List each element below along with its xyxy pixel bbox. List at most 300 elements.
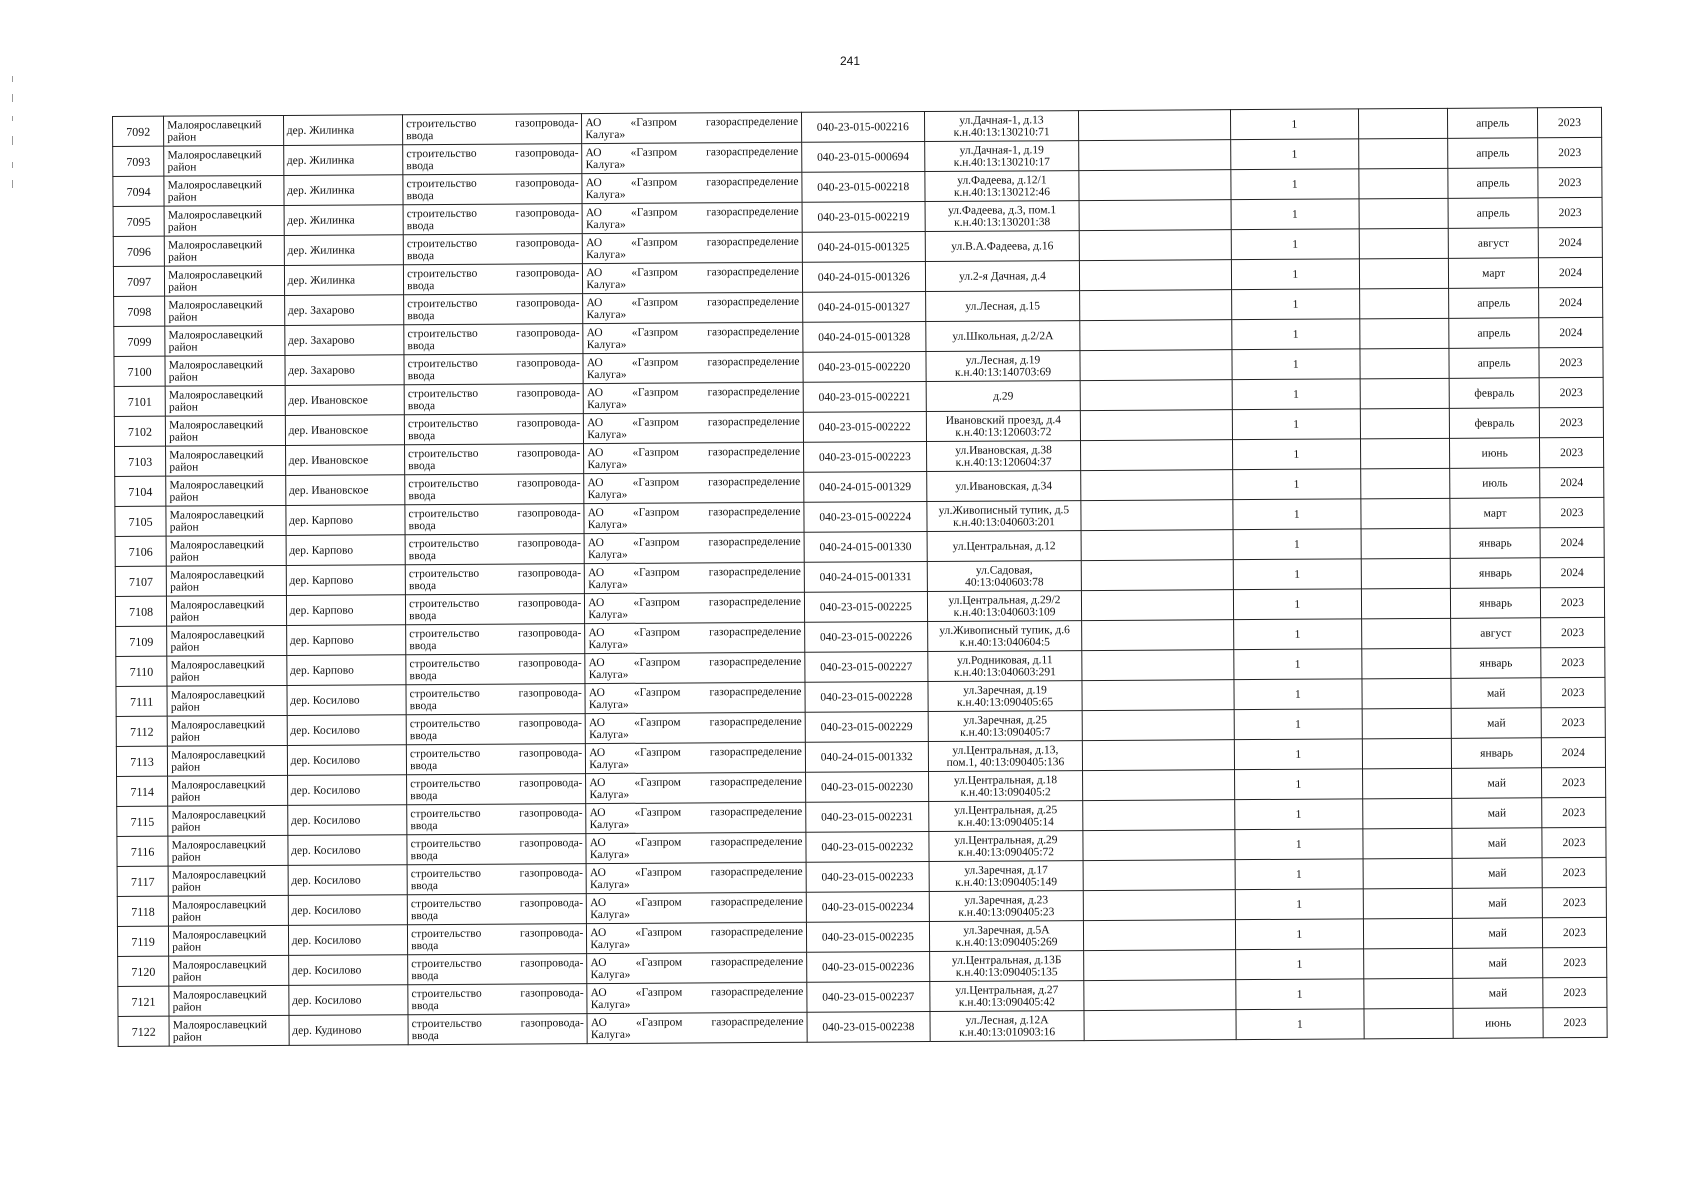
work-type-cell [404, 414, 583, 445]
work-type-line-2: ввода [410, 849, 438, 862]
organization-line-1: АО «Газпром газораспределение [587, 445, 801, 459]
year-cell: 2023 [1542, 797, 1606, 827]
empty-cell [1362, 648, 1452, 679]
organization-line-1: АО «Газпром газораспределение [585, 115, 799, 129]
month-cell: февраль [1450, 408, 1540, 439]
quantity-cell: 1 [1234, 679, 1362, 710]
month-cell: май [1452, 828, 1542, 859]
district-cell: Малоярославецкий район [168, 745, 288, 776]
year-cell: 2023 [1541, 677, 1605, 707]
work-type-line-2: ввода [411, 999, 439, 1012]
district-cell: Малоярославецкий район [168, 895, 288, 926]
organization-line-2: Калуга» [589, 758, 630, 771]
quantity-cell: 1 [1233, 619, 1361, 650]
year-cell: 2023 [1543, 977, 1607, 1007]
row-number-cell: 7113 [116, 746, 167, 776]
work-type-line-2: ввода [409, 609, 437, 622]
address-cell [926, 441, 1081, 472]
year-cell: 2024 [1540, 527, 1604, 557]
village-cell: дер. Жилинка [284, 205, 404, 236]
address-line-1: ул.Центральная, д.12 [952, 539, 1056, 553]
registration-number-cell: 040-23-015-002218 [802, 172, 925, 203]
village-cell: дер. Кудиново [289, 1015, 409, 1046]
address-cell [925, 201, 1080, 232]
quantity-cell: 1 [1231, 229, 1359, 260]
address-line-1: ул.Заречная, д.17 [964, 863, 1048, 877]
address-cell [924, 141, 1079, 172]
empty-cell [1081, 440, 1233, 471]
organization-line-1: АО «Газпром газораспределение [590, 1015, 804, 1029]
registration-number-cell: 040-23-015-002231 [806, 802, 929, 833]
empty-cell [1363, 888, 1453, 919]
empty-cell [1361, 618, 1451, 649]
empty-cell [1084, 1010, 1236, 1041]
empty-cell [1362, 738, 1452, 769]
address-line-1: ул.Заречная, д.5А [963, 923, 1050, 937]
organization-cell [585, 562, 805, 593]
address-line-2: к.н.40:13:130210:71 [953, 125, 1050, 139]
address-line-1: ул.Лесная, д.12А [965, 1013, 1049, 1027]
organization-line-2: Калуга» [587, 548, 628, 561]
organization-line-1: АО «Газпром газораспределение [590, 895, 803, 909]
quantity-cell: 1 [1231, 169, 1359, 200]
empty-cell [1084, 980, 1236, 1011]
district-cell: Малоярославецкий район [166, 565, 286, 596]
address-line-2: к.н.40:13:140703:69 [954, 365, 1052, 379]
organization-line-2: Калуга» [589, 878, 630, 891]
empty-cell [1081, 530, 1233, 561]
address-line-2: к.н.40:13:040603:109 [953, 605, 1056, 619]
work-type-line-2: ввода [410, 879, 438, 892]
empty-cell [1083, 830, 1235, 861]
village-cell: дер. Ивановское [285, 445, 405, 476]
month-cell: апрель [1448, 168, 1538, 199]
address-line-1: ул.Центральная, д.18 [953, 773, 1058, 787]
district-cell: Малоярославецкий район [165, 325, 285, 356]
quantity-cell: 1 [1232, 379, 1360, 410]
organization-line-1: АО «Газпром газораспределение [586, 235, 799, 249]
empty-cell [1082, 710, 1234, 741]
address-cell [927, 531, 1082, 562]
address-line-1: ул.Фадеева, д.12/1 [957, 173, 1047, 187]
organization-line-1: АО «Газпром газораспределение [585, 145, 799, 159]
work-type-line-2: ввода [406, 189, 434, 202]
address-cell [925, 321, 1080, 352]
village-cell: дер. Карпово [286, 535, 406, 566]
address-line-1: ул.2-я Дачная, д.4 [959, 269, 1046, 283]
organization-line-1: АО «Газпром газораспределение [588, 625, 802, 639]
empty-cell [1080, 320, 1232, 351]
row-number-cell: 7102 [114, 416, 165, 446]
organization-cell [584, 442, 804, 473]
registration-number-cell: 040-23-015-002224 [804, 502, 927, 533]
quantity-cell: 1 [1233, 589, 1361, 620]
organization-line-2: Калуга» [585, 158, 626, 171]
row-number-cell: 7093 [113, 146, 164, 176]
organization-line-1: АО «Газпром газораспределение [588, 565, 801, 579]
village-cell: дер. Косилово [288, 985, 408, 1016]
organization-line-2: Калуга» [585, 188, 626, 201]
organization-line-2: Калуга» [586, 248, 626, 261]
empty-cell [1084, 890, 1236, 921]
row-number-cell: 7097 [113, 266, 164, 296]
empty-cell [1082, 590, 1234, 621]
address-line-1: ул.Центральная, д.13Б [951, 953, 1062, 967]
organization-line-2: Калуга» [590, 908, 631, 921]
work-type-cell [406, 594, 585, 625]
organization-line-1: АО «Газпром газораспределение [587, 505, 801, 519]
empty-cell [1361, 558, 1451, 589]
row-number-cell: 7117 [117, 866, 168, 896]
organization-line-1: АО «Газпром газораспределение [585, 205, 799, 219]
organization-line-1: АО «Газпром газораспределение [590, 985, 804, 999]
empty-cell [1362, 798, 1452, 829]
village-cell: дер. Косилово [288, 865, 408, 896]
month-cell: май [1451, 678, 1541, 709]
village-cell: дер. Захарово [284, 295, 404, 326]
work-type-cell [408, 984, 587, 1015]
work-type-cell [407, 894, 586, 925]
row-number-cell: 7110 [116, 656, 167, 686]
work-type-line-2: ввода [406, 249, 435, 262]
work-type-cell [405, 564, 584, 595]
organization-cell [587, 952, 807, 983]
month-cell: май [1453, 948, 1543, 979]
month-cell: март [1449, 258, 1539, 289]
address-line-1: ул.Фадеева, д.3, пом.1 [948, 203, 1057, 217]
work-type-line-1: строительство газопровода- [410, 866, 583, 880]
month-cell: январь [1451, 648, 1541, 679]
work-type-cell [403, 174, 582, 205]
work-type-line-1: строительство газопровода- [407, 266, 580, 280]
work-type-line-2: ввода [408, 519, 436, 532]
organization-cell [584, 412, 804, 443]
row-number-cell: 7114 [117, 776, 168, 806]
empty-cell [1359, 288, 1449, 319]
quantity-cell: 1 [1233, 529, 1361, 560]
month-cell: май [1453, 888, 1543, 919]
empty-cell [1360, 438, 1450, 469]
work-type-cell [407, 804, 586, 835]
organization-line-2: Калуга» [586, 278, 627, 291]
month-cell: апрель [1449, 348, 1539, 379]
address-line-2: 40:13:040603:78 [965, 575, 1044, 589]
quantity-cell: 1 [1230, 109, 1358, 140]
row-number-cell: 7094 [113, 176, 164, 206]
work-type-cell [405, 504, 584, 535]
work-type-cell [403, 144, 582, 175]
organization-line-2: Калуга» [588, 668, 629, 681]
village-cell: дер. Жилинка [283, 115, 403, 146]
address-cell [927, 621, 1082, 652]
organization-line-2: Калуга» [589, 848, 630, 861]
address-cell [929, 921, 1084, 952]
work-type-cell [407, 834, 586, 865]
address-line-1: ул.Ивановская, д.38 [955, 443, 1052, 457]
address-line-1: ул.Заречная, д.23 [964, 893, 1049, 907]
organization-cell [583, 262, 803, 293]
registration-number-cell: 040-23-015-002230 [806, 772, 929, 803]
address-line-1: ул.Дачная-1, д.19 [959, 143, 1044, 157]
organization-line-1: АО «Газпром газораспределение [589, 805, 803, 819]
address-line-2: к.н.40:13:090405:14 [957, 815, 1054, 829]
organization-cell [582, 112, 802, 143]
organization-line-2: Калуга» [587, 398, 627, 411]
work-type-line-2: ввода [410, 759, 438, 772]
work-type-cell [406, 714, 585, 745]
work-type-line-1: строительство газопровода- [411, 1016, 584, 1030]
work-type-cell [408, 954, 587, 985]
organization-cell [584, 502, 804, 533]
work-type-line-1: строительство газопровода- [410, 806, 583, 820]
work-type-line-1: строительство газопровода- [411, 926, 584, 940]
registration-number-cell: 040-24-015-001327 [803, 292, 926, 323]
organization-cell [587, 1012, 807, 1043]
organization-cell [585, 682, 805, 713]
month-cell: май [1453, 918, 1543, 949]
work-type-line-2: ввода [411, 969, 439, 982]
organization-line-2: Калуга» [587, 428, 628, 441]
address-line-1: ул.Лесная, д.19 [965, 353, 1041, 367]
organization-line-2: Калуга» [587, 458, 628, 471]
work-type-line-1: строительство газопровода- [408, 476, 581, 490]
organization-line-2: Калуга» [590, 968, 631, 981]
address-line-1: ул.Ивановская, д.34 [955, 479, 1053, 493]
organization-line-1: АО «Газпром газораспределение [587, 475, 801, 489]
district-cell: Малоярославецкий район [167, 595, 287, 626]
village-cell: дер. Захарово [284, 325, 404, 356]
empty-cell [1079, 110, 1231, 141]
work-type-cell [404, 384, 583, 415]
row-number-cell: 7116 [117, 836, 168, 866]
address-line-2: к.н.40:13:040604:5 [959, 635, 1050, 649]
work-type-line-2: ввода [408, 579, 437, 592]
work-type-line-1: строительство газопровода- [408, 566, 582, 580]
village-cell: дер. Косилово [288, 835, 408, 866]
address-line-1: ул.Центральная, д.25 [954, 803, 1058, 817]
year-cell: 2023 [1540, 587, 1604, 617]
organization-cell [585, 622, 805, 653]
work-type-line-2: ввода [406, 129, 434, 142]
empty-cell [1362, 708, 1452, 739]
empty-cell [1080, 380, 1232, 411]
organization-line-1: АО «Газпром газораспределение [585, 175, 799, 189]
quantity-cell: 1 [1233, 499, 1361, 530]
quantity-cell: 1 [1234, 739, 1362, 770]
address-cell [928, 801, 1083, 832]
registration-number-cell: 040-23-015-000694 [802, 142, 925, 173]
registration-number-cell: 040-23-015-002223 [804, 442, 927, 473]
quantity-cell: 1 [1236, 979, 1364, 1010]
address-line-1: ул.Школьная, д.2/2А [952, 329, 1054, 343]
row-number-cell: 7106 [115, 536, 166, 566]
organization-cell [585, 592, 805, 623]
quantity-cell: 1 [1232, 439, 1360, 470]
address-line-2: пом.1, 40:13:090405:136 [946, 755, 1065, 769]
year-cell: 2023 [1541, 767, 1605, 797]
work-type-cell [404, 354, 583, 385]
year-cell: 2023 [1539, 377, 1603, 407]
year-cell: 2023 [1538, 137, 1602, 167]
binding-hole-marks [10, 72, 16, 192]
organization-line-2: Калуга» [586, 368, 627, 381]
work-type-line-2: ввода [411, 1029, 439, 1042]
address-cell [925, 171, 1080, 202]
year-cell: 2024 [1538, 227, 1602, 257]
work-type-line-2: ввода [406, 159, 434, 172]
district-cell: Малоярославецкий район [169, 985, 289, 1016]
address-line-2: к.н.40:13:010903:16 [959, 1025, 1056, 1039]
work-type-line-1: строительство газопровода- [409, 716, 583, 730]
month-cell: май [1452, 768, 1542, 799]
district-cell: Малоярославецкий район [164, 205, 284, 236]
address-cell [926, 411, 1081, 442]
organization-cell [583, 232, 803, 263]
work-type-line-2: ввода [409, 639, 437, 652]
empty-cell [1359, 258, 1449, 289]
work-type-line-1: строительство газопровода- [409, 626, 582, 640]
address-cell [925, 261, 1080, 292]
registration-number-cell: 040-24-015-001329 [804, 472, 927, 503]
district-cell: Малоярославецкий район [165, 295, 285, 326]
empty-cell [1080, 230, 1232, 261]
address-line-2: к.н.40:13:120604:37 [955, 455, 1052, 469]
village-cell: дер. Карпово [286, 505, 406, 536]
organization-line-2: Калуга» [586, 308, 627, 321]
row-number-cell: 7104 [115, 476, 166, 506]
registration-number-cell: 040-24-015-001328 [803, 322, 926, 353]
quantity-cell: 1 [1235, 859, 1363, 890]
district-cell: Малоярославецкий район [165, 355, 285, 386]
address-cell [927, 651, 1082, 682]
month-cell: август [1451, 618, 1541, 649]
address-cell [926, 381, 1081, 412]
quantity-cell: 1 [1231, 199, 1359, 230]
work-type-cell [404, 294, 583, 325]
quantity-cell: 1 [1236, 1009, 1364, 1040]
registration-number-cell: 040-24-015-001331 [804, 562, 927, 593]
month-cell: апрель [1449, 318, 1539, 349]
address-line-2: к.н.40:13:040603:291 [953, 665, 1056, 679]
quantity-cell: 1 [1231, 289, 1359, 320]
empty-cell [1363, 948, 1453, 979]
address-cell [925, 231, 1080, 262]
month-cell: май [1452, 798, 1542, 829]
work-type-line-2: ввода [410, 819, 438, 832]
year-cell: 2024 [1539, 317, 1603, 347]
address-cell [924, 111, 1079, 142]
address-line-1: ул.Родниковая, д.11 [957, 653, 1053, 667]
year-cell: 2024 [1540, 557, 1604, 587]
registration-number-cell: 040-23-015-002235 [806, 922, 929, 953]
organization-line-1: АО «Газпром газораспределение [587, 535, 801, 549]
work-type-line-2: ввода [407, 279, 435, 292]
organization-cell [582, 142, 802, 173]
work-type-cell [405, 474, 584, 505]
quantity-cell: 1 [1234, 769, 1362, 800]
organization-line-1: АО «Газпром газораспределение [590, 955, 804, 969]
empty-cell [1363, 918, 1453, 949]
village-cell: дер. Косилово [287, 715, 407, 746]
district-cell: Малоярославецкий район [166, 535, 286, 566]
empty-cell [1079, 200, 1231, 231]
organization-line-1: АО «Газпром газораспределение [586, 355, 800, 369]
organization-line-2: Калуга» [590, 1028, 631, 1041]
empty-cell [1081, 470, 1233, 501]
village-cell: дер. Косилово [288, 955, 408, 986]
organization-line-1: АО «Газпром газораспределение [586, 295, 800, 309]
registration-number-cell: 040-23-015-002236 [807, 952, 930, 983]
empty-cell [1362, 768, 1452, 799]
year-cell: 2024 [1538, 257, 1602, 287]
year-cell: 2024 [1540, 467, 1604, 497]
village-cell: дер. Ивановское [285, 415, 405, 446]
registration-number-cell: 040-23-015-002234 [806, 892, 929, 923]
month-cell: январь [1452, 738, 1542, 769]
empty-cell [1079, 170, 1231, 201]
address-cell [927, 501, 1082, 532]
address-line-2: к.н.40:13:090405:149 [955, 875, 1058, 889]
address-cell [929, 891, 1084, 922]
registration-number-cell: 040-23-015-002232 [806, 832, 929, 863]
row-number-cell: 7108 [115, 596, 166, 626]
year-cell: 2023 [1543, 947, 1607, 977]
registration-number-cell: 040-23-015-002220 [803, 352, 926, 383]
organization-cell [583, 292, 803, 323]
work-type-line-1: строительство газопровода- [406, 116, 579, 130]
empty-cell [1362, 678, 1452, 709]
quantity-cell: 1 [1230, 139, 1358, 170]
address-cell [929, 831, 1084, 862]
year-cell: 2023 [1542, 887, 1606, 917]
year-cell: 2023 [1537, 107, 1601, 137]
address-line-1: Ивановский проезд, д.4 [945, 413, 1062, 427]
organization-line-2: Калуга» [585, 128, 626, 141]
registry-table [112, 107, 1608, 1047]
empty-cell [1358, 108, 1448, 139]
village-cell: дер. Косилово [287, 805, 407, 836]
empty-cell [1360, 468, 1450, 499]
month-cell: апрель [1448, 108, 1538, 139]
year-cell: 2023 [1539, 347, 1603, 377]
registration-number-cell: 040-23-015-002227 [805, 652, 928, 683]
address-line-2: к.н.40:13:090405:7 [960, 725, 1051, 739]
quantity-cell: 1 [1235, 949, 1363, 980]
registration-number-cell: 040-23-015-002233 [806, 862, 929, 893]
empty-cell [1081, 410, 1233, 441]
empty-cell [1358, 138, 1448, 169]
row-number-cell: 7101 [114, 386, 165, 416]
year-cell: 2023 [1542, 827, 1606, 857]
year-cell: 2023 [1543, 1007, 1607, 1037]
work-type-line-1: строительство газопровода- [409, 746, 583, 760]
district-cell: Малоярославецкий район [169, 1015, 289, 1046]
work-type-line-2: ввода [408, 489, 436, 502]
empty-cell [1360, 378, 1450, 409]
organization-cell [587, 892, 807, 923]
row-number-cell: 7103 [115, 446, 166, 476]
year-cell: 2023 [1538, 197, 1602, 227]
row-number-cell: 7115 [117, 806, 168, 836]
work-type-line-1: строительство газопровода- [406, 206, 579, 220]
work-type-line-2: ввода [409, 699, 437, 712]
month-cell: май [1452, 858, 1542, 889]
empty-cell [1360, 408, 1450, 439]
organization-line-1: АО «Газпром газораспределение [587, 415, 800, 429]
village-cell: дер. Ивановское [285, 385, 405, 416]
organization-line-2: Калуга» [588, 698, 629, 711]
district-cell: Малоярославецкий район [167, 625, 287, 656]
